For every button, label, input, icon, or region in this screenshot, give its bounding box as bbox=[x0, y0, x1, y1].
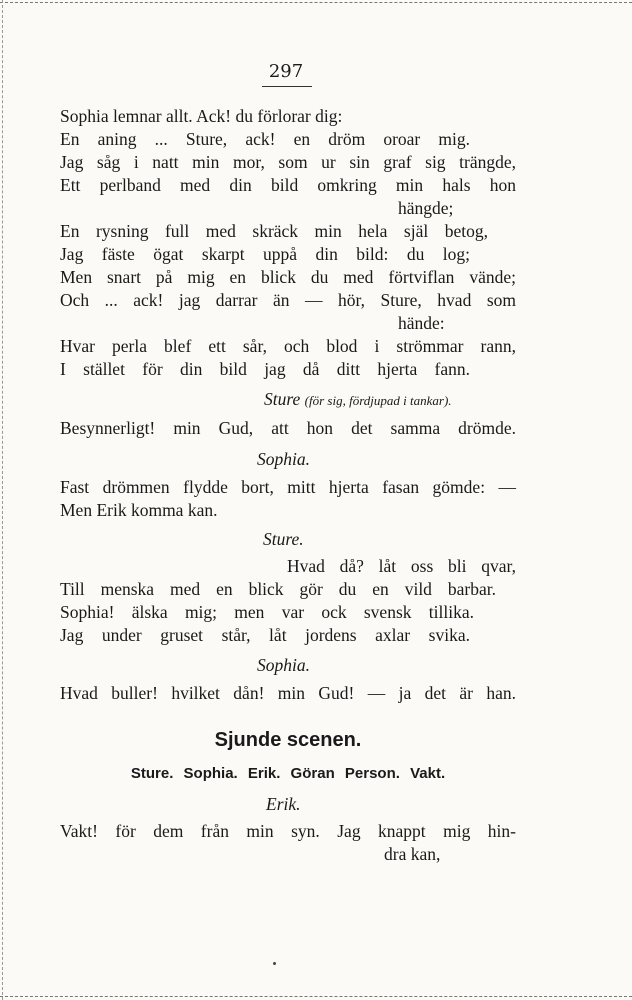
verse-line: Hvad buller! hvilket dån! min Gud! — ja det är han. bbox=[60, 683, 516, 703]
verse-line: Men Erik komma kan. bbox=[60, 500, 218, 520]
page-edge-bottom bbox=[0, 996, 632, 997]
verse-line: Ett perlband med din bild omkring min hals hon bbox=[60, 175, 516, 195]
verse-line: hängde; bbox=[398, 198, 454, 218]
page-edge-top bbox=[0, 2, 632, 3]
page-number: 297 bbox=[268, 61, 304, 82]
print-speck bbox=[273, 962, 276, 965]
verse-line: Sophia lemnar allt. Ack! du förlorar dig: bbox=[60, 106, 343, 126]
speaker-name: Sture bbox=[264, 389, 301, 409]
page-edge-left bbox=[2, 0, 3, 1000]
verse-line: Och ... ack! jag darrar än — hör, Sture, hvad som bbox=[60, 290, 516, 310]
scene-heading: Sjunde scenen. bbox=[214, 729, 362, 751]
verse-line: Besynnerligt! min Gud, att hon det samma drömde. bbox=[60, 418, 516, 438]
verse-line: Men snart på mig en blick du med förtviflan vände; bbox=[60, 267, 516, 287]
verse-line: I stället för din bild jag då ditt hjerta fann. bbox=[60, 359, 470, 379]
verse-line: dra kan, bbox=[384, 844, 441, 864]
verse-line: Fast drömmen flydde bort, mitt hjerta fasan gömde: — bbox=[60, 477, 516, 497]
verse-line: Jag fäste ögat skarpt uppå din bild: du log; bbox=[60, 244, 470, 264]
verse-line: Hvad då? låt oss bli qvar, bbox=[287, 556, 516, 576]
verse-line: Vakt! för dem från min syn. Jag knappt mig hin- bbox=[60, 821, 516, 841]
speaker-sophia: Sophia. bbox=[257, 655, 310, 675]
verse-line: Hvar perla blef ett sår, och blod i strömmar rann, bbox=[60, 336, 516, 356]
verse-line: hände: bbox=[398, 313, 445, 333]
verse-line: Jag under gruset står, låt jordens axlar svika. bbox=[60, 625, 470, 645]
speaker-sture: Sture. bbox=[263, 529, 304, 549]
scene-cast-list: Sture. Sophia. Erik. Göran Person. Vakt. bbox=[130, 765, 446, 782]
verse-line: Jag såg i natt min mor, som ur sin graf sig trängde, bbox=[60, 152, 516, 172]
speaker-erik: Erik. bbox=[266, 794, 301, 814]
verse-line: En aning ... Sture, ack! en dröm oroar mig. bbox=[60, 129, 470, 149]
verse-line: Sophia! älska mig; men var ock svensk tillika. bbox=[60, 602, 474, 622]
speaker-sture-aside bbox=[264, 388, 452, 412]
speaker-sophia: Sophia. bbox=[257, 449, 310, 469]
verse-line: Till menska med en blick gör du en vild barbar. bbox=[60, 579, 496, 599]
stage-direction: (för sig, fördjupad i tankar). bbox=[304, 393, 452, 408]
page-number-rule bbox=[262, 86, 312, 87]
verse-line: En rysning full med skräck min hela själ betog, bbox=[60, 221, 488, 241]
